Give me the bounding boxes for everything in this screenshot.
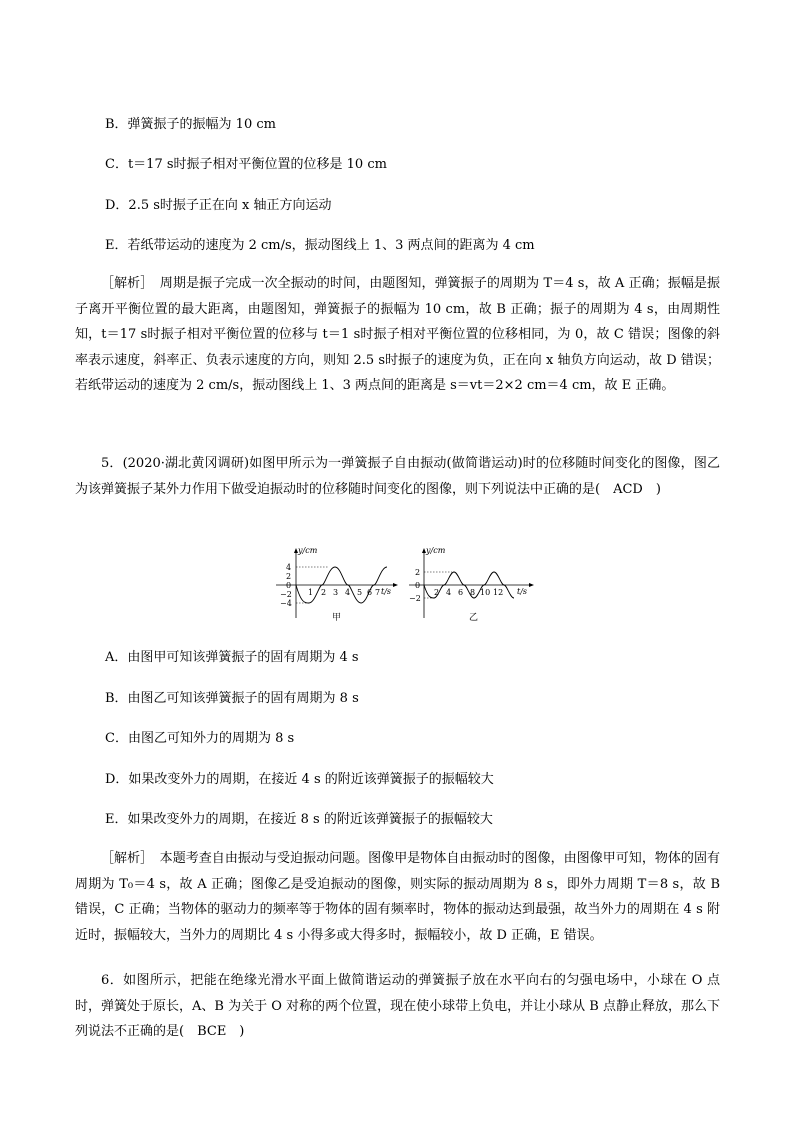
vibration-graphs <box>274 544 534 626</box>
graph-jia <box>276 546 398 623</box>
jia-ytick: −4 <box>280 599 292 608</box>
q4-option-e: E．若纸带运动的速度为 2 cm/s，振动图线上 1、3 两点间的距离为 4 cm <box>105 238 535 253</box>
jia-xtick: 7 <box>375 588 381 597</box>
jia-xtick: 1 <box>308 588 314 597</box>
yi-xtick: 12 <box>493 588 504 597</box>
yi-ytick: 0 <box>415 581 421 590</box>
yi-x-arrow-icon <box>529 583 534 587</box>
q4-option-d: D．2.5 s时振子正在向 x 轴正方向运动 <box>105 198 332 213</box>
q5-figure <box>274 544 534 626</box>
jia-xtick: 4 <box>345 588 351 597</box>
jia-xtick: 3 <box>333 588 339 597</box>
q6-stem: 6．如图所示，把能在绝缘光滑水平面上做简谐运动的弹簧振子放在水平向右的匀强电场中，小球在 O 点时，弹簧处于原长，A、B 为关于 O 对称的两个位置，现在使小球带上负电，并让小球从 B 点静止释放，那么下列说法不正确的是( BCE ) <box>75 973 720 1040</box>
yi-ytick: −2 <box>409 594 421 603</box>
jia-ytick: −2 <box>280 590 292 599</box>
q5-stem: 5．(2020·湖北黄冈调研)如图甲所示为一弹簧振子自由振动(做简谐运动)时的位移随时间变化的图像，图乙为该弹簧振子某外力作用下做受迫振动时的位移随时间变化的图像，则下列说法中正确的是( ACD ) <box>75 456 720 497</box>
yi-xtick: 4 <box>446 588 452 597</box>
q5-option-c: C．由图乙可知外力的周期为 8 s <box>105 731 295 746</box>
graph-yi <box>409 546 534 623</box>
q5-option-b: B．由图乙可知该弹簧振子的固有周期为 8 s <box>105 691 359 706</box>
jia-xtick: 2 <box>321 588 327 597</box>
jia-ytick: 2 <box>286 572 292 581</box>
jia-xtick: 5 <box>357 588 363 597</box>
jia-xlabel: t/s <box>381 587 392 596</box>
yi-caption: 乙 <box>469 613 479 623</box>
yi-xtick: 6 <box>458 588 464 597</box>
jia-caption: 甲 <box>332 613 342 623</box>
jia-ytick: 4 <box>286 563 292 572</box>
yi-ylabel: y/cm <box>426 546 446 555</box>
q4-option-c: C．t＝17 s时振子相对平衡位置的位移是 10 cm <box>105 157 387 172</box>
jia-xtick: 6 <box>367 588 373 597</box>
q4-option-b: B．弹簧振子的振幅为 10 cm <box>105 117 276 132</box>
yi-xtick: 8 <box>470 588 476 597</box>
yi-xtick: 10 <box>480 588 491 597</box>
q5-analysis: ［解析］ 本题考查自由振动与受迫振动问题。图像甲是物体自由振动时的图像，由图像甲可知，物体的固有周期为 T₀＝4 s，故 A 正确；图像乙是受迫振动的图像，则实际的振动周期为 8 s，即外力周期 T＝8 s，故 B 错误，C 正确；当物体的驱动力的频率等于物体的固有频率时，物体的振动达到最强，故当外力的周期在 4 s 附近时，振幅较大，当外力的周期比 4 s 小得多或大得多时，振幅较小，故 D 正确，E 错误。 <box>75 851 720 943</box>
jia-ylabel: y/cm <box>298 546 318 555</box>
q5-option-a: A．由图甲可知该弹簧振子的固有周期为 4 s <box>105 650 359 665</box>
yi-xtick: 2 <box>434 588 440 597</box>
jia-ytick: 0 <box>286 581 292 590</box>
q5-option-d: D．如果改变外力的周期，在接近 4 s 的附近该弹簧振子的振幅较大 <box>105 772 494 787</box>
q4-analysis: ［解析］ 周期是振子完成一次全振动的时间，由题图知，弹簧振子的周期为 T＝4 s，故 A 正确；振幅是振子离开平衡位置的最大距离，由题图知，弹簧振子的振幅为 10 cm，故 B 正确；振子的周期为 4 s，由周期性知，t＝17 s时振子相对平衡位置的位移与 t＝1 s时振子相对平衡位置的位移相同，为 0，故 C 错误；图像的斜率表示速度，斜率正、负表示速度的方向，则知 2.5 s时振子的速度为负，正在向 x 轴负方向运动，故 D 错误；若纸带运动的速度为 2 cm/s，振动图线上 1、3 两点间的距离是 s＝vt＝2×2 cm＝4 cm，故 E 正确。 <box>75 276 720 394</box>
yi-xlabel: t/s <box>517 587 528 596</box>
jia-x-arrow-icon <box>393 583 398 587</box>
yi-ytick: 2 <box>415 568 421 577</box>
q5-option-e: E．如果改变外力的周期，在接近 8 s 的附近该弹簧振子的振幅较大 <box>105 812 493 827</box>
